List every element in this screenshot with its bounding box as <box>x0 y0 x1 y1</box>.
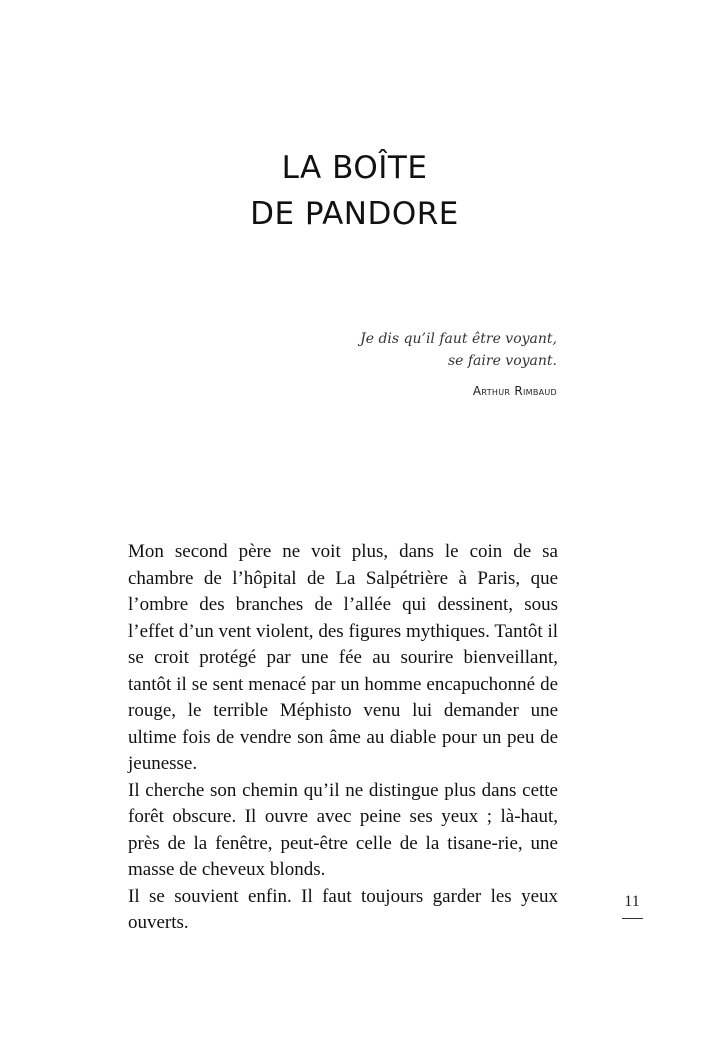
chapter-title-line: LA BOÎTE <box>281 150 428 186</box>
body-text <box>128 539 558 937</box>
page-number-rule <box>622 918 643 919</box>
page-number: 11 <box>624 893 640 910</box>
epigraph <box>360 328 557 398</box>
epigraph-author: Arthur Rimbaud <box>472 384 557 398</box>
epigraph-line: se faire voyant. <box>447 353 557 369</box>
paragraph: Il se souvient enfin. Il faut toujours garder les yeux ouverts. <box>128 885 558 933</box>
chapter-title-line: DE PANDORE <box>250 196 459 232</box>
paragraph: Mon second père ne voit plus, dans le coin de sa chambre de l’hôpital de La Salpétrière à Paris, que l’ombre des branches de l’allée qui dessinent, sous l’effet d’un vent violent, des figures mythiques. Tantôt il se croit protégé par une fée au sourire bienveillant, tantôt il se sent menacé par un homme encapuchonné de rouge, le terrible Méphisto venu lui demander une ultime fois de vendre son âme au diable pour un peu de jeunesse. <box>128 541 558 774</box>
epigraph-line: Je dis qu’il faut être voyant, <box>360 331 557 347</box>
chapter-title <box>0 145 709 237</box>
paragraph: Il cherche son chemin qu’il ne distingue plus dans cette forêt obscure. Il ouvre avec peine ses yeux ; là-haut, près de la fenêtre, peut-être celle de la tisane-rie, une masse de cheveux blonds. <box>128 779 558 880</box>
